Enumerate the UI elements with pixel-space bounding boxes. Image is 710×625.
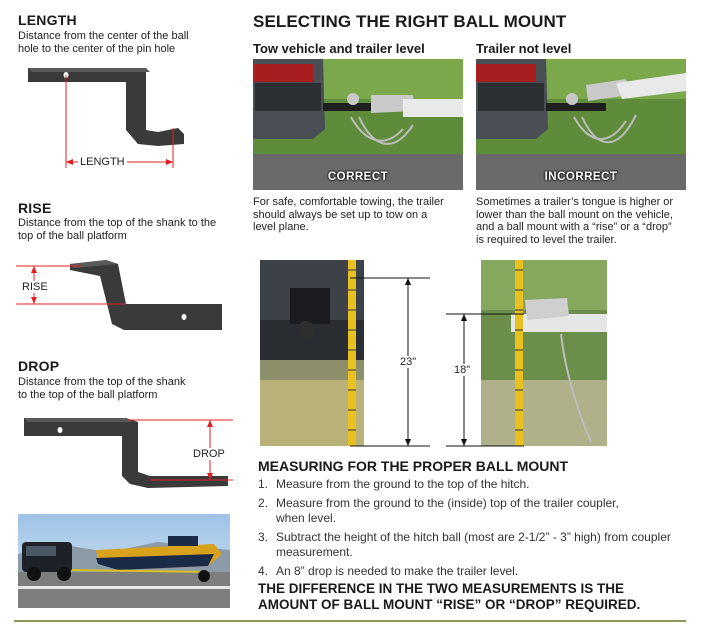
hitch-height-label: 23": [400, 356, 417, 368]
step-item: 4. An 8” drop is needed to make the trailer level.: [258, 564, 519, 578]
conclusion-text: THE DIFFERENCE IN THE TWO MEASUREMENTS IS THE AMOUNT OF BALL MOUNT “RISE” OR “DROP” REQUIRED.: [258, 581, 641, 612]
drop-dim-label: DROP: [193, 448, 225, 460]
drop-description: Distance from the top of the shank to the top of the ball platform: [18, 376, 186, 401]
level-photo: [253, 59, 463, 190]
length-dim-label: LENGTH: [80, 156, 125, 168]
rise-description: Distance from the top of the shank to the top of the ball platform: [18, 217, 217, 242]
level-caption: For safe, comfortable towing, the trailer should always be set up to tow on a level plane.: [253, 196, 444, 233]
drop-heading: DROP: [18, 358, 60, 374]
measuring-steps: [258, 477, 698, 583]
coupler-height-label: 18": [454, 364, 471, 376]
correct-badge: CORRECT: [327, 171, 389, 183]
not-level-subtitle: Trailer not level: [476, 41, 572, 56]
measuring-heading: MEASURING FOR THE PROPER BALL MOUNT: [258, 458, 569, 474]
hitch-dimension: [340, 270, 440, 450]
rise-heading: RISE: [18, 200, 52, 216]
level-subtitle: Tow vehicle and trailer level: [253, 41, 425, 56]
coupler-dimension: [440, 308, 530, 450]
step-item: 2. Measure from the ground to the (inside) top of the trailer coupler, when level.: [258, 496, 619, 525]
step-item: 1. Measure from the ground to the top of the hitch.: [258, 477, 530, 491]
not-level-caption: Sometimes a trailer’s tongue is higher or lower than the ball mount on the vehicle, and a ball mount with a “rise” or a “drop” is required to level the trailer.: [476, 196, 674, 246]
rise-diagram: [14, 254, 229, 339]
step-item: 3. Subtract the height of the hitch ball (most are 2-1/2” - 3” high) from coupler measurement.: [258, 530, 671, 559]
length-diagram: [18, 60, 218, 170]
length-heading: LENGTH: [18, 12, 77, 28]
not-level-photo: [476, 59, 686, 190]
bottom-rule: [14, 620, 686, 622]
boat-towing-photo: [18, 514, 230, 608]
page-title: SELECTING THE RIGHT BALL MOUNT: [253, 12, 567, 31]
incorrect-badge: INCORRECT: [544, 171, 618, 183]
rise-dim-label: RISE: [22, 281, 48, 293]
length-description: Distance from the center of the ball hole to the center of the pin hole: [18, 30, 189, 55]
